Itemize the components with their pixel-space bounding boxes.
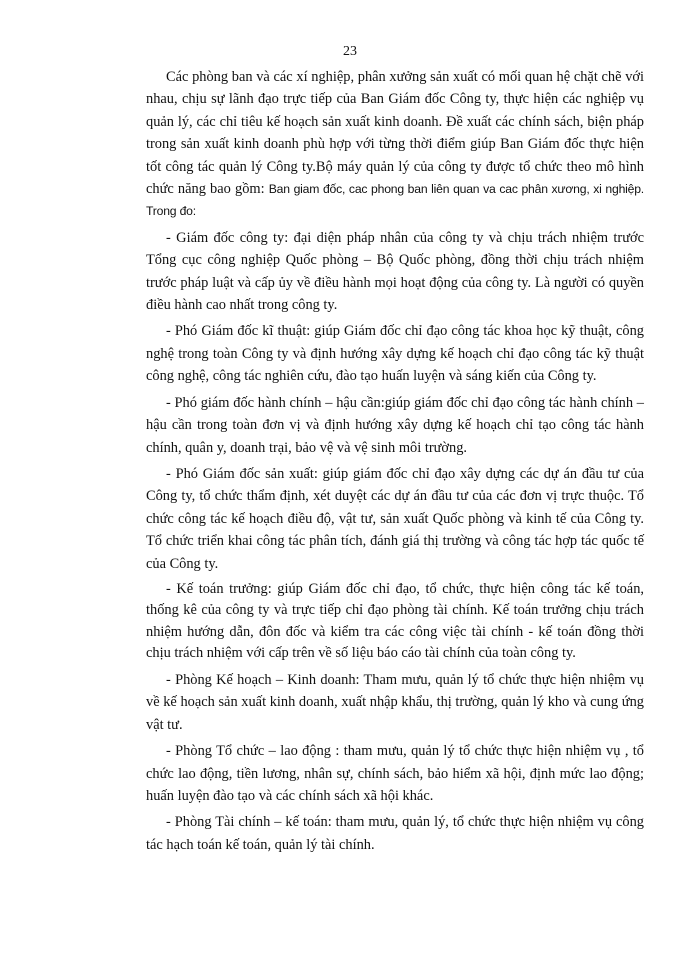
document-body (146, 66, 644, 860)
paragraph-chief-accountant: - Kế toán trưởng: giúp Giám đốc chỉ đạo, tổ chức, thực hiện công tác kế toán, thống kê của công ty và trực tiếp chỉ đạo phòng tài chính. Kế toán trưởng chịu trách nhiệm hướng dẫn, đôn đốc và kiểm tra các công việc tài chính - kế toán đồng thời chịu trách nhiệm với cấp trên về số liệu báo cáo tài chính của toàn công ty. (146, 580, 644, 662)
paragraph-planning-dept: - Phòng Kế hoạch – Kinh doanh: Tham mưu, quản lý tổ chức thực hiện nhiệm vụ về kế hoạch sản xuất kinh doanh, xuất nhập khẩu, thị trường, quản lý kho và cung ứng vật tư. (146, 671, 644, 733)
paragraph-finance-dept: - Phòng Tài chính – kế toán: tham mưu, quản lý, tổ chức thực hiện nhiệm vụ công tác hạch toán kế toán, quản lý tài chính. (146, 814, 644, 853)
paragraph-deputy-production: - Phó Giám đốc sản xuất: giúp giám đốc chỉ đạo xây dựng các dự án đầu tư của Công ty, tổ chức thẩm định, xét duyệt các dự án đầu tư của các đơn vị trực thuộc. Tổ chức công tác kế hoạch điều độ, vật tư, sản xuất Quốc phòng và kinh tế của Công ty. Tổ chức triển khai công tác phân tích, đánh giá thị trường và công tác hợp tác quốc tế của Công ty. (146, 465, 644, 572)
intro-text-small: Ban giam đốc, cac phong ban liên quan va cac phân xương, xi nghiệp. Trong đo: (146, 182, 644, 219)
paragraph-director: - Giám đốc công ty: đại diện pháp nhân của công ty và chịu trách nhiệm trước Tổng cục công nghiệp Quốc phòng – Bộ Quốc phòng, đồng thời chịu trách nhiệm trước pháp luật và cấp ủy về điều hành mọi hoạt động của công ty. Là người có quyền điều hành cao nhất trong công ty. (146, 229, 644, 314)
paragraph-deputy-admin: - Phó giám đốc hành chính – hậu cần:giúp giám đốc chỉ đạo công tác hành chính – hậu cần trong toàn đơn vị và định hướng xây dựng kế hoạch chỉ tạo công tác hành chính, quân y, doanh trại, bảo vệ và vệ sinh môi trường. (146, 394, 644, 456)
paragraph-deputy-technical: - Phó Giám đốc kĩ thuật: giúp Giám đốc chỉ đạo công tác khoa học kỹ thuật, công nghệ trong toàn Công ty và định hướng xây dựng kế hoạch chỉ đạo công tác kỹ thuật công nghệ, công tác nghiên cứu, đào tạo huấn luyện và sáng kiến của Công ty. (146, 323, 644, 385)
page-number: 23 (343, 44, 357, 59)
paragraph-personnel-dept: - Phòng Tổ chức – lao động : tham mưu, quản lý tổ chức thực hiện nhiệm vụ , tổ chức lao động, tiền lương, nhân sự, chính sách, bảo hiểm xã hội, định mức lao động; huấn luyện đào tạo và các chính sách xã hội khác. (146, 743, 644, 804)
intro-paragraph (146, 66, 644, 223)
intro-text: Các phòng ban và các xí nghiệp, phân xưởng sản xuất có mối quan hệ chặt chẽ với nhau, chịu sự lãnh đạo trực tiếp của Ban Giám đốc Công ty, thực hiện các nghiệp vụ quản lý, các chỉ tiêu kế hoạch sản xuất kinh doanh. Đề xuất các chính sách, biện pháp trong sản xuất kinh doanh phù hợp với từng thời điểm giúp Ban Giám đốc thực hiện tốt công tác quản lý Công ty.Bộ máy quản lý của công ty được tổ chức theo mô hình chức năng bao gồm: (146, 69, 644, 198)
